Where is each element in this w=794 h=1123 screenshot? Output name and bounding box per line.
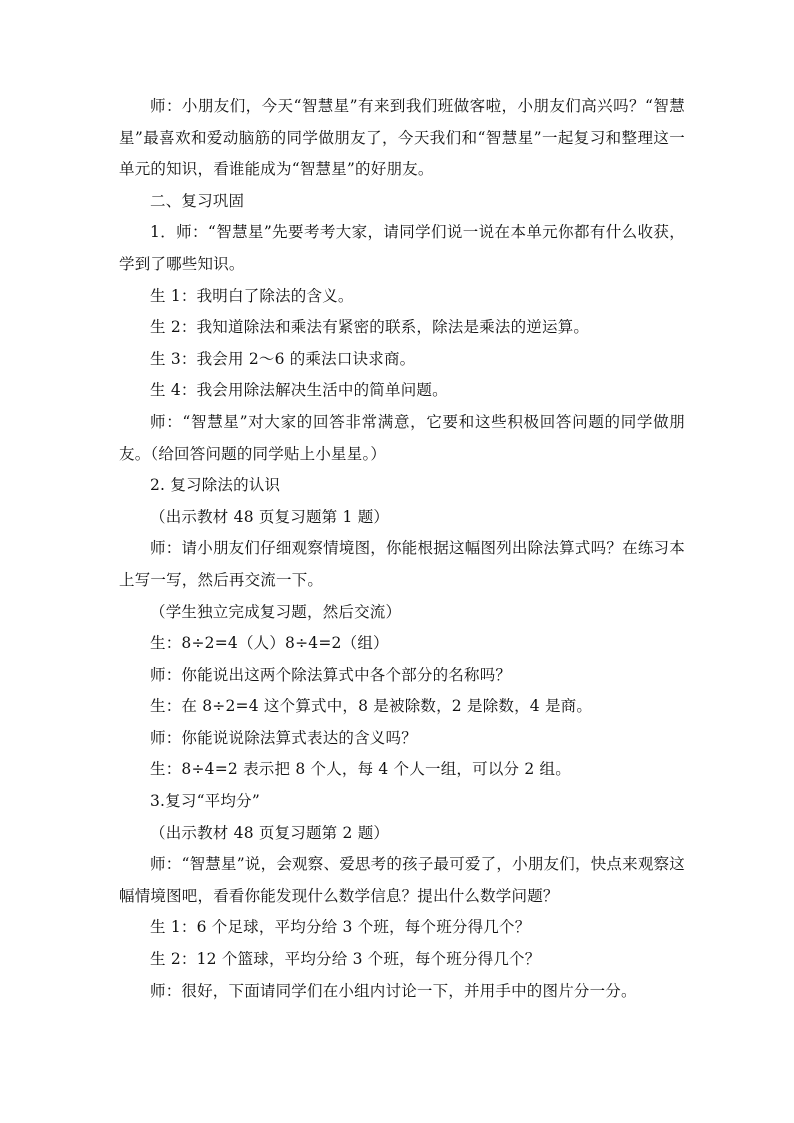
paragraph: 生：8÷2=4（人）8÷4=2（组） (150, 634, 389, 653)
paragraph: 生 4：我会用除法解决生活中的简单问题。 (150, 381, 448, 400)
paragraph: 生 2：12 个篮球，平均分给 3 个班，每个班分得几个？ (150, 950, 541, 969)
paragraph: 师：“智慧星”对大家的回答非常满意，它要和这些积极回答问题的同学做朋友。（给回答问题的同学贴上小星星。） (119, 412, 685, 463)
paragraph: 生 2：我知道除法和乘法有紧密的联系，除法是乘法的逆运算。 (150, 318, 590, 337)
paragraph: 生 1：6 个足球，平均分给 3 个班，每个班分得几个？ (150, 918, 531, 937)
subsection-heading: 3.复习“平均分” (150, 792, 260, 811)
paragraph: 师：很好，下面请同学们在小组内讨论一下，并用手中的图片分一分。 (150, 981, 637, 1000)
subsection-heading: 2. 复习除法的认识 (150, 476, 281, 495)
paragraph: 师：你能说出这两个除法算式中各个部分的名称吗？ (150, 665, 512, 684)
document-body (119, 91, 685, 1007)
paragraph: 生 3：我会用 2～6 的乘法口诀求商。 (150, 349, 416, 368)
paragraph: 生 1：我明白了除法的含义。 (150, 286, 354, 305)
paragraph: 师：你能说说除法算式表达的含义吗？ (150, 728, 417, 747)
paragraph: 师：小朋友们，今天“智慧星”有来到我们班做客啦，小朋友们高兴吗？“智慧星”最喜欢和爱动脑筋的同学做朋友了，今天我们和“智慧星”一起复习和整理这一单元的知识，看谁能成为“智慧星”的好朋友。 (119, 97, 685, 179)
paragraph: （学生独立完成复习题，然后交流） (150, 602, 402, 621)
paragraph: 师：“智慧星”说，会观察、爱思考的孩子最可爱了，小朋友们，快点来观察这幅情境图吧，看看你能发现什么数学信息？提出什么数学问题？ (119, 855, 685, 905)
paragraph: 1．师：“智慧星”先要考考大家，请同学们说一说在本单元你都有什么收获，学到了哪些知识。 (119, 223, 685, 273)
paragraph: 生：在 8÷2=4 这个算式中，8 是被除数，2 是除数，4 是商。 (150, 697, 593, 716)
paragraph: 生：8÷4=2 表示把 8 个人，每 4 个人一组，可以分 2 组。 (150, 760, 571, 779)
paragraph: （出示教材 48 页复习题第 2 题） (150, 823, 390, 842)
section-heading: 二、复习巩固 (150, 191, 245, 210)
paragraph: 师：请小朋友们仔细观察情境图，你能根据这幅图列出除法算式吗？在练习本上写一写，然后再交流一下。 (119, 539, 685, 589)
paragraph: （出示教材 48 页复习题第 1 题） (150, 507, 390, 526)
